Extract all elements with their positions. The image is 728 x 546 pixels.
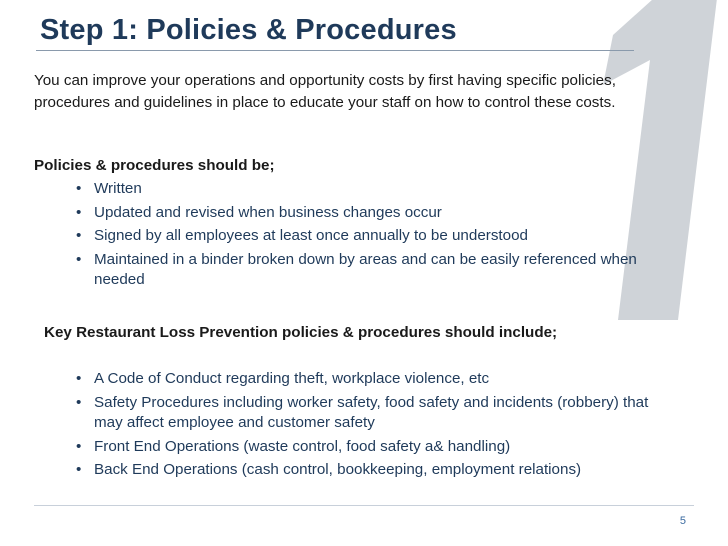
list-item: • Updated and revised when business changes occur (72, 203, 662, 224)
section1-heading: Policies & procedures should be; (34, 157, 275, 174)
intro-paragraph: You can improve your operations and opportunity costs by first having specific policies, procedures and guidelines in place to educate your staff on how to control these costs. (34, 72, 616, 111)
section2-heading: Key Restaurant Loss Prevention policies & procedures should include; (44, 324, 558, 341)
title-underline (36, 50, 634, 51)
footer-divider (34, 505, 694, 506)
list-item: • Safety Procedures including worker safety, food safety and incidents (robbery) that may affect employee and customer safety (72, 393, 662, 434)
page-number: 5 (679, 515, 686, 527)
list-item: • Maintained in a binder broken down by areas and can be easily referenced when needed (72, 250, 662, 291)
slide-title: Step 1: Policies & Procedures (40, 14, 457, 46)
list-item: • Signed by all employees at least once annually to be understood (72, 226, 662, 247)
list-item: • A Code of Conduct regarding theft, workplace violence, etc (72, 369, 662, 390)
list-item: • Back End Operations (cash control, bookkeeping, employment relations) (72, 460, 662, 481)
section1-list (72, 179, 662, 294)
list-item: • Front End Operations (waste control, food safety a& handling) (72, 437, 662, 458)
section2-list (72, 369, 662, 484)
list-item: • Written (72, 179, 662, 200)
